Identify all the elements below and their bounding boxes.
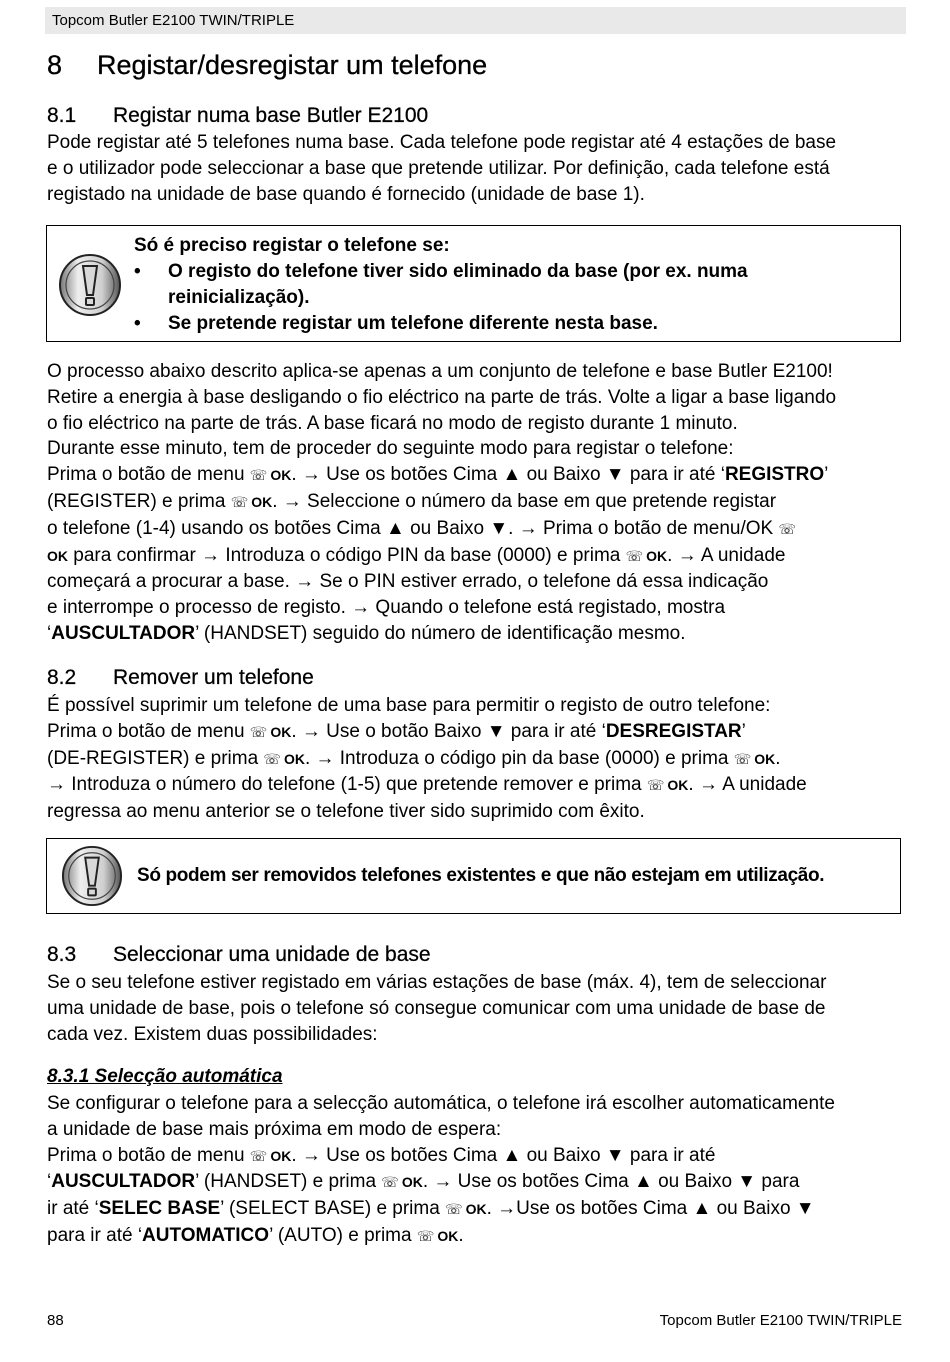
phone-menu-icon: ☏ xyxy=(733,750,752,767)
note-text-register: Só é preciso registar o telefone se: • O registo do telefone tiver sido eliminado da base (por ex. numa reinicialização). • Se pretende registar um telefone diferente nesta base. xyxy=(134,235,748,334)
section-8-1-procedure: O processo abaixo descrito aplica-se apenas a um conjunto de telefone e base Butler E2100! Retire a energia à base desligando o fio eléctrico na parte de trás. Volte a ligar a base ligando o fio eléctrico na parte de trás. A base ficará no modo de registo durante 1 minuto. Durante esse minuto, tem de proceder do seguinte modo para registar o telefone: Prima o botão de menu ☏ OK. → Use os botões Cima ▲ ou Baixo ▼ para ir até ‘REGISTRO’ (REGISTER) e prima ☏ OK. → Seleccione o número da base em que pretende registar o telefone (1-4) usando os botões Cima ▲ ou Baixo ▼. → Prima o botão de menu/OK ☏ OK para confirmar → Introduza o código PIN da base (0000) e prima ☏ OK. → A unidade começará a procurar a base. → Se o PIN estiver errado, o telefone dá essa indicação e interrompe o processo de registo. → Quando o telefone está registado, mostra ‘AUSCULTADOR’ (HANDSET) seguido do número de identificação mesmo. xyxy=(47,361,837,644)
chapter-title: 8 Registar/desregistar um telefone xyxy=(47,50,488,80)
phone-menu-icon: ☏ xyxy=(445,1201,463,1218)
section-8-3-title: 8.3 Seleccionar uma unidade de base xyxy=(47,943,431,966)
subsection-8-3-1-body: Se configurar o telefone para a selecção automática, o telefone irá escolher automaticamente a unidade de base mais próxima em modo de espera: Prima o botão de menu ☏ OK. → Use os botões Cima ▲ ou Baixo ▼ para ir até ‘AUSCULTADOR’ (HANDSET) e prima ☏ OK. → Use os botões Cima ▲ ou Baixo ▼ para ir até ‘SELEC BASE’ (SELECT BASE) e prima ☏ OK. →Use os botões Cima ▲ ou Baixo ▼ para ir até ‘AUTOMATICO’ (AUTO) e prima ☏ OK. xyxy=(47,1093,835,1246)
phone-menu-icon: ☏ xyxy=(230,493,249,510)
section-8-3-body: Se o seu telefone estiver registado em várias estações de base (máx. 4), tem de seleccionar uma unidade de base, pois o telefone só consegue comunicar com uma unidade de base de cada vez. Existem duas possibilidades: xyxy=(47,972,827,1045)
section-8-1-intro: Pode registar até 5 telefones numa base. Cada telefone pode registar até 4 estações de base e o utilizador pode seleccionar a base que pretende utilizar. Por definição, cada telefone está registado na unidade de base quando é fornecido (unidade de base 1). xyxy=(47,132,837,205)
warning-exclamation-icon xyxy=(58,253,122,317)
note-text-remove: Só podem ser removidos telefones existentes e que não estejam em utilização. xyxy=(137,865,825,886)
note-box-register xyxy=(46,225,901,342)
phone-menu-icon: ☏ xyxy=(249,723,268,740)
phone-menu-icon: ☏ xyxy=(778,520,797,537)
header-title: Topcom Butler E2100 TWIN/TRIPLE xyxy=(52,12,295,29)
phone-menu-icon: ☏ xyxy=(646,777,665,794)
phone-menu-icon: ☏ xyxy=(249,1147,268,1164)
phone-menu-icon: ☏ xyxy=(249,467,268,484)
phone-menu-icon: ☏ xyxy=(381,1174,399,1191)
page-header xyxy=(45,7,906,34)
section-8-2-title: 8.2 Remover um telefone xyxy=(47,666,314,689)
section-8-2-body: É possível suprimir um telefone de uma base para permitir o registo de outro telefone: Prima o botão de menu ☏ OK. → Use o botão Baixo ▼ para ir até ‘DESREGISTAR’ (DE-REGISTER) e prima ☏ OK. → Introduza o código pin da base (0000) e prima ☏ OK. → Introduza o número do telefone (1-5) que pretende remover e prima ☏ OK. → A unidade regressa ao menu anterior se o telefone tiver sido suprimido com êxito. xyxy=(47,695,807,823)
section-8-1-title: 8.1 Registar numa base Butler E2100 xyxy=(47,104,429,127)
phone-menu-icon: ☏ xyxy=(263,750,281,767)
footer-title: Topcom Butler E2100 TWIN/TRIPLE xyxy=(659,1312,902,1329)
phone-menu-icon: ☏ xyxy=(416,1227,435,1244)
subsection-8-3-1-title: 8.3.1 Selecção automática xyxy=(47,1066,283,1087)
warning-exclamation-icon xyxy=(61,845,123,907)
note-box-remove xyxy=(46,838,901,914)
phone-menu-icon: ☏ xyxy=(625,547,644,564)
page-number: 88 xyxy=(47,1312,64,1329)
